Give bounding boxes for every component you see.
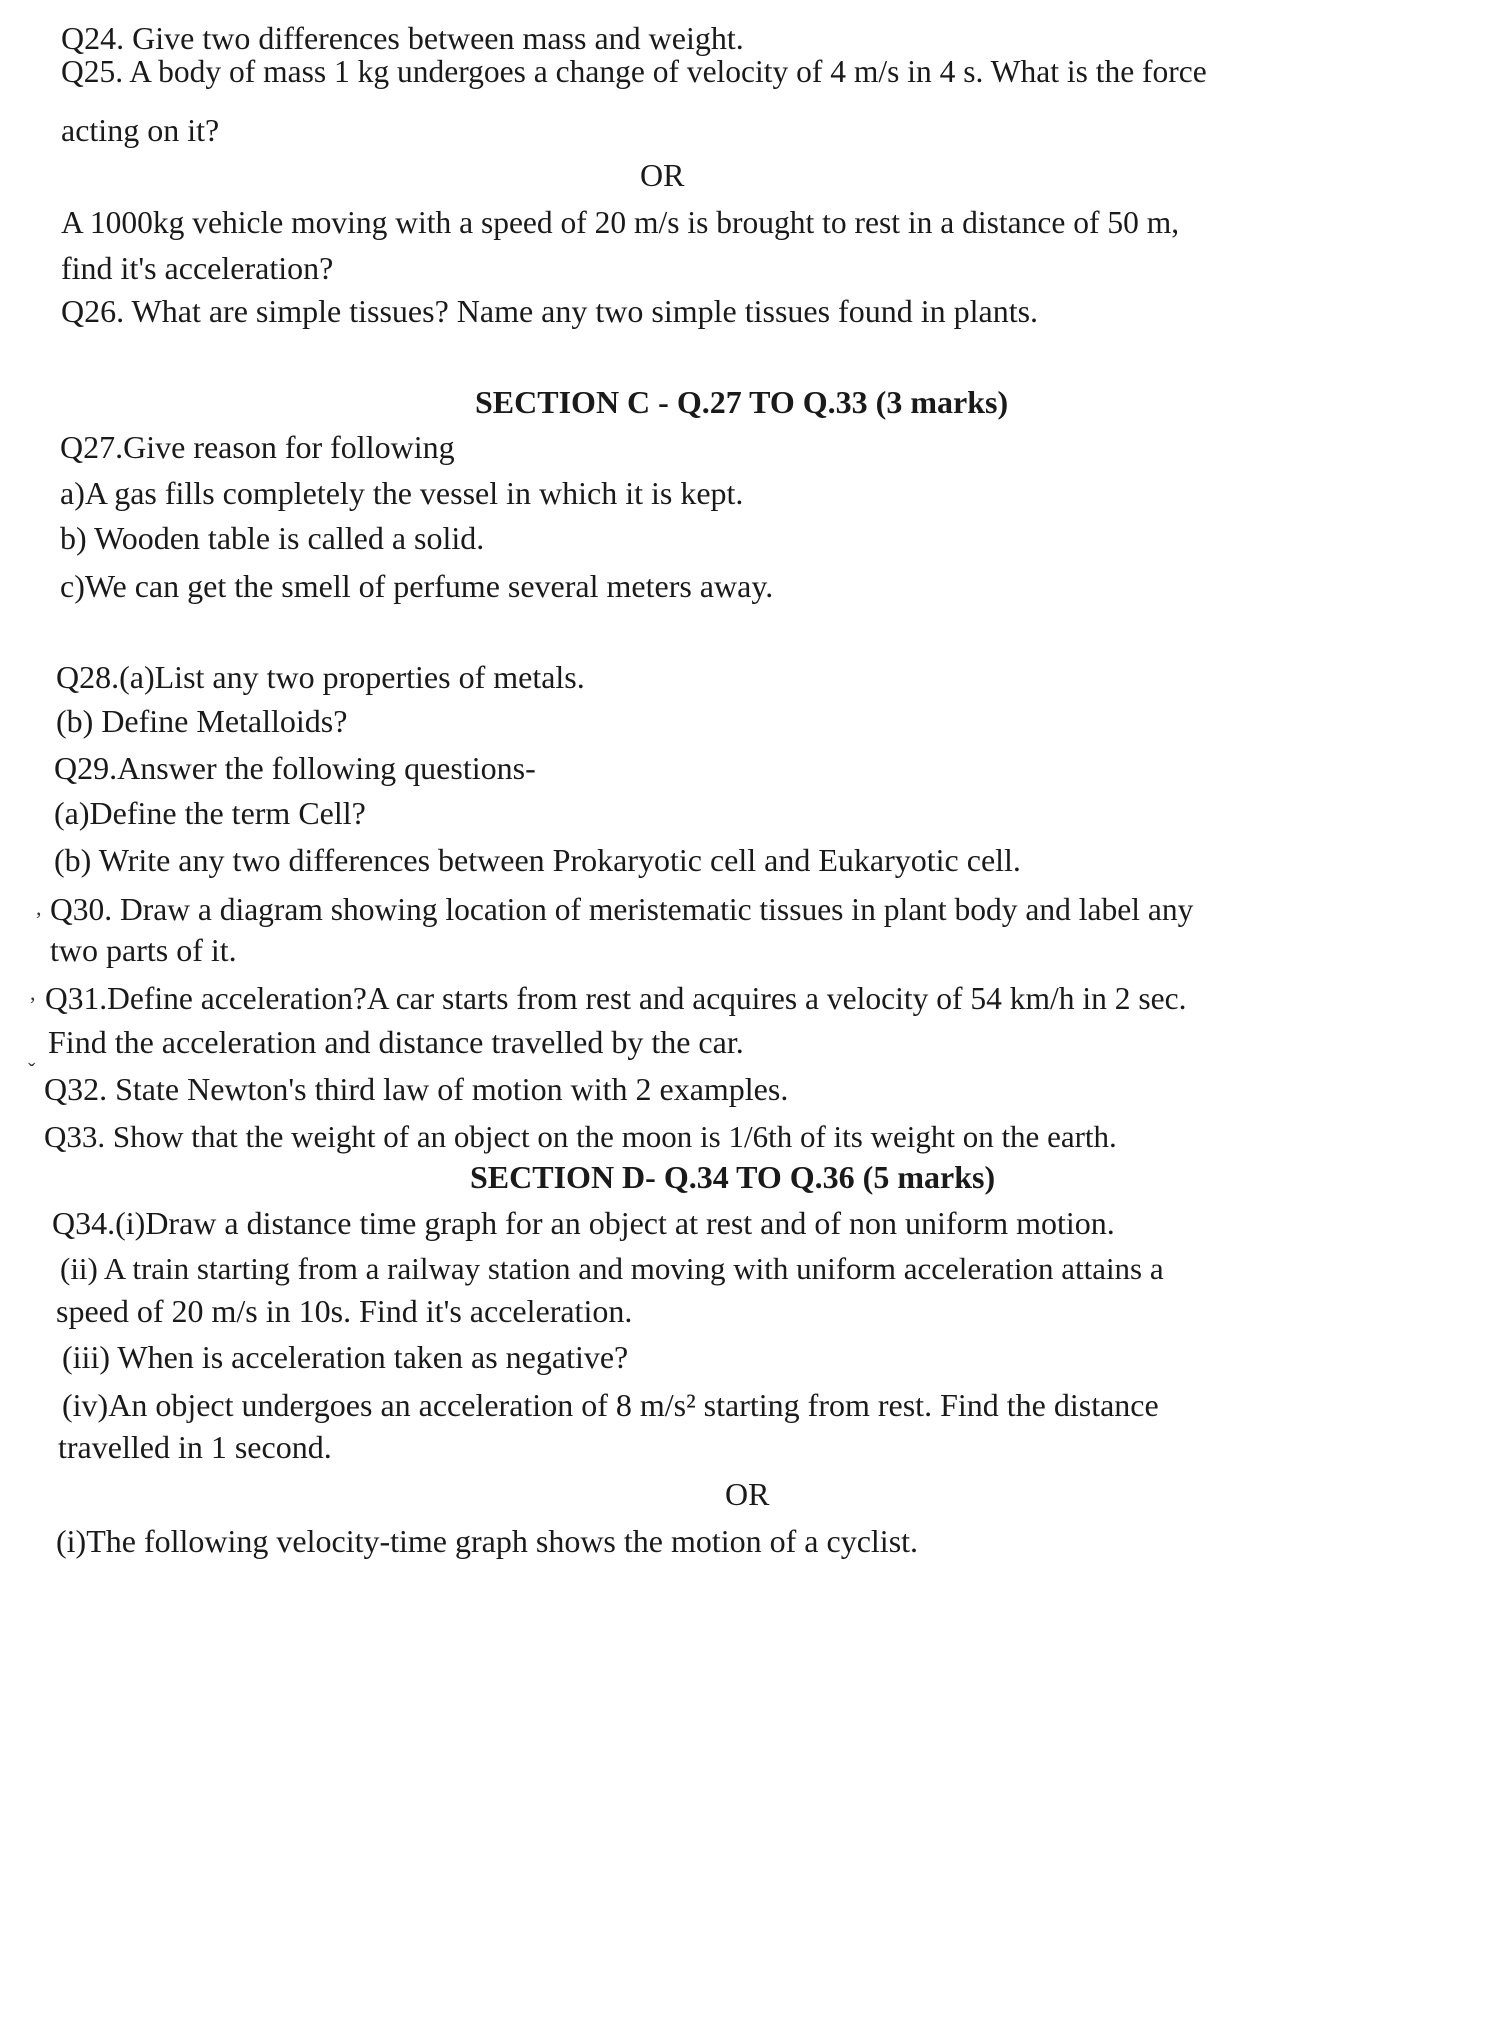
question-25-alt-line-2: find it's acceleration?	[61, 250, 334, 286]
question-34-ii-line-1: (ii) A train starting from a railway station and moving with uniform acceleration attains a	[60, 1251, 1164, 1286]
question-34-alt-i: (i)The following velocity-time graph shows the motion of a cyclist.	[56, 1523, 919, 1559]
question-29-b: (b) Write any two differences between Prokaryotic cell and Eukaryotic cell.	[54, 842, 1021, 878]
question-34-i: Q34.(i)Draw a distance time graph for an object at rest and of non uniform motion.	[52, 1205, 1115, 1241]
question-28-b: (b) Define Metalloids?	[56, 703, 348, 739]
section-d-heading: SECTION D- Q.34 TO Q.36 (5 marks)	[470, 1159, 996, 1195]
pen-tick-mark: ,	[30, 980, 36, 1005]
question-32: Q32. State Newton's third law of motion with 2 examples.	[44, 1071, 789, 1107]
or-divider-2: OR	[725, 1476, 770, 1512]
or-divider: OR	[640, 157, 685, 193]
question-31-line-2: Find the acceleration and distance travelled by the car.	[48, 1024, 744, 1060]
question-25-line-2: acting on it?	[61, 112, 220, 148]
pen-tick-mark: ˇ	[28, 1058, 36, 1083]
question-27-c: c)We can get the smell of perfume several meters away.	[60, 568, 774, 604]
question-24: Q24. Give two differences between mass and weight.	[61, 20, 744, 56]
question-27-a: a)A gas fills completely the vessel in which it is kept.	[60, 475, 744, 511]
question-27-b: b) Wooden table is called a solid.	[60, 520, 485, 556]
question-34-iii: (iii) When is acceleration taken as negative?	[62, 1339, 629, 1375]
section-c-heading: SECTION C - Q.27 TO Q.33 (3 marks)	[475, 384, 1009, 420]
question-29-stem: Q29.Answer the following questions-	[54, 750, 536, 786]
question-25-line-1: Q25. A body of mass 1 kg undergoes a change of velocity of 4 m/s in 4 s. What is the force	[61, 54, 1207, 89]
question-25-alt-line-1: A 1000kg vehicle moving with a speed of 20 m/s is brought to rest in a distance of 50 m,	[61, 205, 1180, 240]
question-26: Q26. What are simple tissues? Name any two simple tissues found in plants.	[61, 293, 1039, 329]
question-27-stem: Q27.Give reason for following	[60, 429, 455, 465]
question-29-a: (a)Define the term Cell?	[54, 795, 366, 831]
question-33: Q33. Show that the weight of an object on the moon is 1/6th of its weight on the earth.	[44, 1119, 1117, 1154]
question-28-a: Q28.(a)List any two properties of metals.	[56, 659, 585, 695]
question-34-ii-line-2: speed of 20 m/s in 10s. Find it's acceleration.	[56, 1293, 633, 1329]
question-30-line-1: Q30. Draw a diagram showing location of meristematic tissues in plant body and label any	[50, 892, 1194, 927]
question-34-iv-line-2: travelled in 1 second.	[58, 1429, 332, 1465]
question-34-iv-line-1: (iv)An object undergoes an acceleration of 8 m/s² starting from rest. Find the distance	[62, 1387, 1159, 1423]
pen-tick-mark: ,	[36, 895, 42, 920]
question-31-line-1: Q31.Define acceleration?A car starts from rest and acquires a velocity of 54 km/h in 2 sec.	[45, 981, 1187, 1016]
question-30-line-2: two parts of it.	[50, 932, 237, 968]
